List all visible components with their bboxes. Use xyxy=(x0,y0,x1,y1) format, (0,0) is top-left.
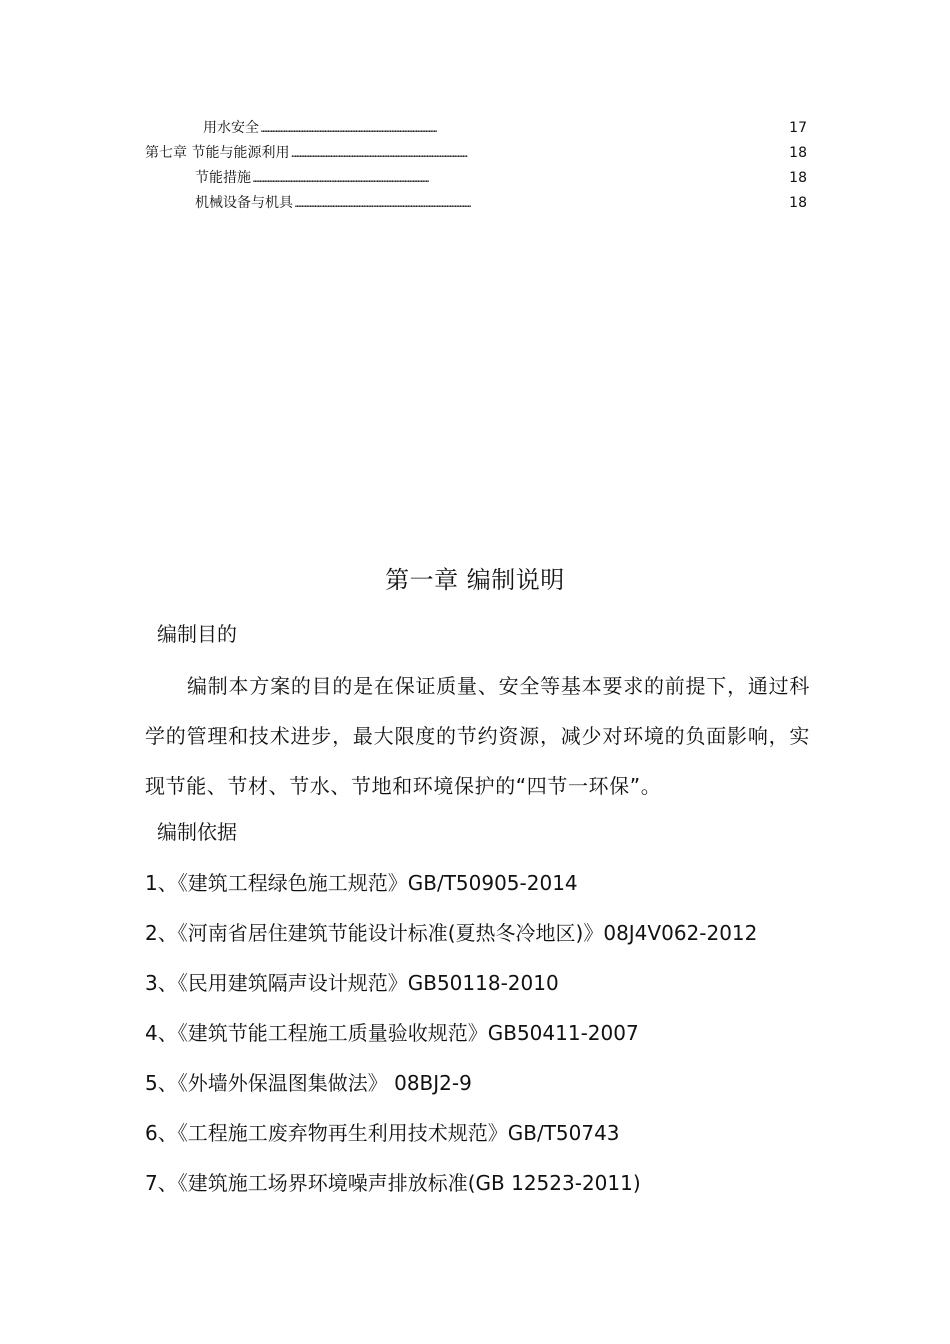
toc-dot-leader xyxy=(252,168,781,188)
toc-page-number: 17 xyxy=(789,120,807,136)
purpose-heading: 编制目的 xyxy=(157,622,237,646)
toc-dot-leader xyxy=(260,118,781,138)
reference-number: 3、 xyxy=(145,971,178,995)
purpose-paragraph: 编制本方案的目的是在保证质量、安全等基本要求的前提下，通过科学的管理和技术进步，最大限度的节约资源，减少对环境的负面影响，实现节能、节材、节水、节地和环境保护的“四节一环保”。 xyxy=(145,674,810,798)
reference-list xyxy=(145,865,757,1215)
reference-text: 《民用建筑隔声设计规范》GB50118-2010 xyxy=(177,971,559,995)
toc-entry[interactable] xyxy=(145,143,807,163)
toc-entry[interactable] xyxy=(203,118,807,138)
reference-number: 1、 xyxy=(145,871,178,895)
reference-number: 6、 xyxy=(145,1121,178,1145)
toc-page-number: 18 xyxy=(789,145,807,161)
reference-text: 《建筑工程绿色施工规范》GB/T50905-2014 xyxy=(177,871,578,895)
reference-number: 7、 xyxy=(145,1171,178,1195)
toc-entry-title: 用水安全 xyxy=(203,120,259,136)
toc-entry-title: 机械设备与机具 xyxy=(195,195,293,211)
reference-item xyxy=(145,1065,757,1115)
reference-text: 《工程施工废弃物再生利用技术规范》GB/T50743 xyxy=(177,1121,620,1145)
toc-page-number: 18 xyxy=(789,195,807,211)
reference-item xyxy=(145,1115,757,1165)
reference-item xyxy=(145,865,757,915)
toc-entry[interactable] xyxy=(195,168,807,188)
reference-item xyxy=(145,915,757,965)
toc-entry-title: 第七章 节能与能源利用 xyxy=(145,145,290,161)
toc-dot-leader xyxy=(290,143,781,163)
basis-heading: 编制依据 xyxy=(157,820,237,844)
reference-item xyxy=(145,1015,757,1065)
reference-text: 《河南省居住建筑节能设计标准(夏热冬冷地区)》08J4V062-2012 xyxy=(177,921,758,945)
reference-number: 5、 xyxy=(145,1071,178,1095)
reference-item xyxy=(145,1165,757,1215)
toc-entry-title: 节能措施 xyxy=(195,170,251,186)
toc-entry[interactable] xyxy=(195,193,807,213)
reference-text: 《外墙外保温图集做法》 08BJ2-9 xyxy=(177,1071,472,1095)
reference-item xyxy=(145,965,757,1015)
reference-number: 2、 xyxy=(145,921,178,945)
reference-number: 4、 xyxy=(145,1021,178,1045)
toc-dot-leader xyxy=(294,193,781,213)
toc-page-number: 18 xyxy=(789,170,807,186)
chapter-title: 第一章 编制说明 xyxy=(385,566,565,594)
reference-text: 《建筑施工场界环境噪声排放标准(GB 12523-2011) xyxy=(177,1171,641,1195)
reference-text: 《建筑节能工程施工质量验收规范》GB50411-2007 xyxy=(177,1021,639,1045)
